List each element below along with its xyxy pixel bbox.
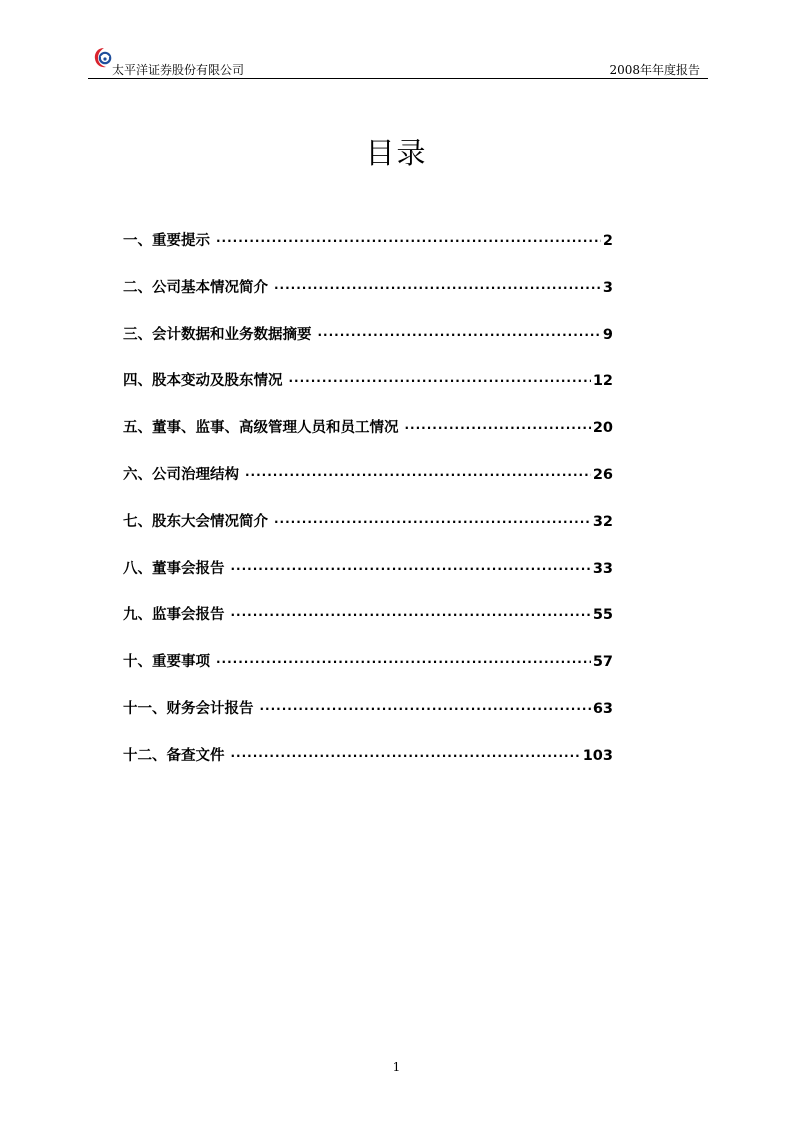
toc-entry[interactable] bbox=[123, 463, 613, 510]
toc-entry-label: 九、监事会报告 bbox=[123, 607, 225, 624]
toc-entry-label: 十一、财务会计报告 bbox=[123, 700, 254, 717]
toc-entry-page: 26 bbox=[592, 466, 613, 483]
toc-leader-dots bbox=[231, 608, 591, 622]
toc-leader-dots bbox=[289, 374, 591, 388]
toc-entry[interactable] bbox=[123, 369, 613, 416]
toc-entry-page: 20 bbox=[592, 420, 613, 437]
toc-entry[interactable] bbox=[123, 323, 613, 370]
toc-entry-page: 3 bbox=[602, 279, 613, 296]
toc-leader-dots bbox=[231, 562, 591, 576]
toc-entry-page: 63 bbox=[592, 700, 613, 717]
toc-entry-label: 十二、备查文件 bbox=[123, 747, 225, 764]
toc-entry[interactable] bbox=[123, 697, 613, 744]
toc-entry[interactable] bbox=[123, 557, 613, 604]
toc-entry-page: 32 bbox=[592, 513, 613, 530]
toc-entry-label: 五、董事、监事、高级管理人员和员工情况 bbox=[123, 420, 399, 437]
toc-entry-page: 57 bbox=[592, 654, 613, 671]
toc-entry-label: 八、董事会报告 bbox=[123, 560, 225, 577]
toc-leader-dots bbox=[216, 655, 591, 669]
toc-leader-dots bbox=[274, 281, 601, 295]
toc-leader-dots bbox=[216, 234, 601, 248]
toc-leader-dots bbox=[245, 468, 591, 482]
toc-leader-dots bbox=[274, 515, 591, 529]
header-divider bbox=[88, 78, 708, 79]
toc-entry-page: 33 bbox=[592, 560, 613, 577]
toc-entry[interactable] bbox=[123, 744, 613, 791]
page-number: 1 bbox=[392, 1060, 401, 1074]
toc-entry-label: 一、重要提示 bbox=[123, 233, 210, 249]
toc-entry[interactable] bbox=[123, 276, 613, 323]
toc-entry-label: 七、股东大会情况简介 bbox=[123, 513, 268, 530]
toc-leader-dots bbox=[231, 749, 581, 763]
toc-entry[interactable] bbox=[123, 416, 613, 463]
toc-entry-label: 二、公司基本情况简介 bbox=[123, 279, 268, 296]
toc-leader-dots bbox=[260, 702, 591, 716]
page-header bbox=[88, 44, 708, 80]
toc-entry[interactable] bbox=[123, 650, 613, 697]
toc-entry-page: 9 bbox=[602, 326, 613, 343]
toc-entry-label: 四、股本变动及股东情况 bbox=[123, 373, 283, 390]
toc-entry[interactable] bbox=[123, 229, 613, 276]
toc-entry-label: 三、会计数据和业务数据摘要 bbox=[123, 326, 312, 343]
toc-leader-dots bbox=[318, 328, 601, 342]
toc-entry-page: 103 bbox=[582, 747, 613, 764]
page-title: 目录 bbox=[365, 136, 428, 170]
toc-entry-page: 55 bbox=[592, 607, 613, 624]
toc-entry[interactable] bbox=[123, 603, 613, 650]
toc-entry-label: 六、公司治理结构 bbox=[123, 466, 239, 483]
toc-entry-page: 2 bbox=[602, 233, 613, 249]
table-of-contents bbox=[123, 229, 613, 791]
toc-entry-page: 12 bbox=[592, 373, 613, 390]
company-name: 太平洋证券股份有限公司 bbox=[112, 63, 245, 77]
report-title: 2008年年度报告 bbox=[609, 63, 700, 77]
toc-entry-label: 十、重要事项 bbox=[123, 654, 210, 671]
toc-entry[interactable] bbox=[123, 510, 613, 557]
toc-leader-dots bbox=[405, 421, 591, 435]
